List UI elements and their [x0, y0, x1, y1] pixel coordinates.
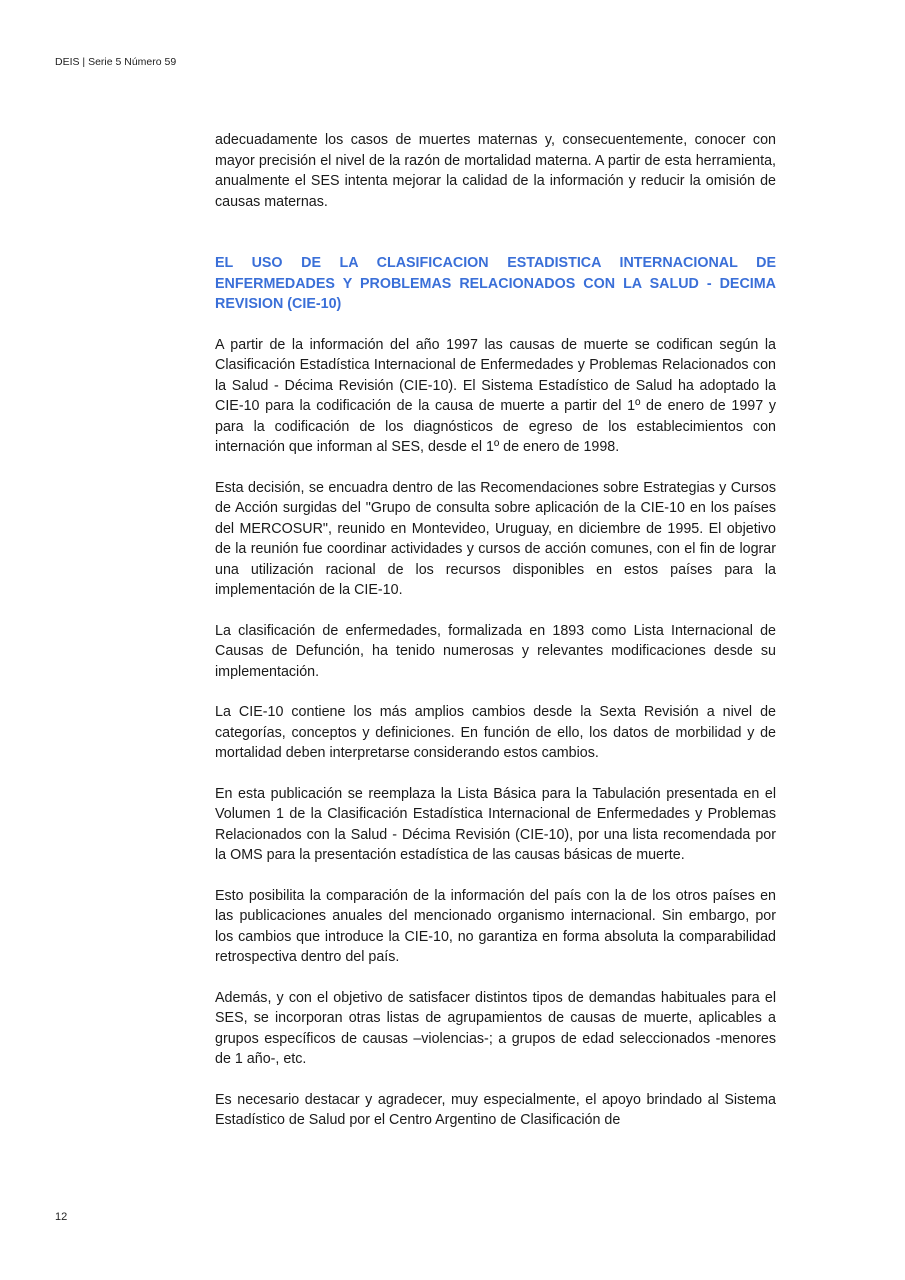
paragraph: La CIE-10 contiene los más amplios cambios desde la Sexta Revisión a nivel de categorías, conceptos y definiciones. En función de ello, los datos de morbilidad y de mortalidad deben interpretarse considerando estos cambios. — [215, 704, 776, 761]
paragraph-last: Es necesario destacar y agradecer, muy especialmente, el apoyo brindado al Sistema Estadístico de Salud por el Centro Argentino de Clasificación de — [215, 1091, 776, 1128]
section-heading: EL USO DE LA CLASIFICACION ESTADISTICA INTERNACIONAL DE ENFERMEDADES Y PROBLEMAS RELACIONADOS CON LA SALUD - DECIMA REVISION (CIE-10) — [215, 255, 776, 312]
paragraph: La clasificación de enfermedades, formalizada en 1893 como Lista Internacional de Causas de Defunción, ha tenido numerosas y relevantes modificaciones desde su implementación. — [215, 622, 776, 680]
paragraph: En esta publicación se reemplaza la Lista Básica para la Tabulación presentada en el Volumen 1 de la Clasificación Estadística Internacional de Enfermedades y Problemas Relacionados con la Salud - Décima Revisión (CIE-10), por una lista recomendada por la OMS para la presentación estadística de las causas básicas de muerte. — [215, 785, 776, 863]
paragraph: A partir de la información del año 1997 las causas de muerte se codifican según la Clasificación Estadística Internacional de Enfermedades y Problemas Relacionados con la Salud - Décima Revisión (CIE-10). El Sistema Estadístico de Salud ha adoptado la CIE-10 para la codificación de la causa de muerte a partir del 1º de enero de 1997 y para la codificación de los diagnósticos de egreso de los establecimientos con internación que informan al SES, desde el 1º de enero de 1998. — [215, 336, 776, 455]
paragraph: Esta decisión, se encuadra dentro de las Recomendaciones sobre Estrategias y Cursos de Acción surgidas del "Grupo de consulta sobre aplicación de la CIE-10 en los países del MERCOSUR", reunido en Montevideo, Uruguay, en diciembre de 1995. El objetivo de la reunión fue coordinar actividades y cursos de acción comunes, con el fin de lograr una utilización racional de los recursos disponibles en estos países para la implementación de la CIE-10. — [215, 479, 776, 598]
running-header: DEIS | Serie 5 Número 59 — [55, 56, 177, 68]
page-body — [215, 130, 776, 1131]
paragraph: Esto posibilita la comparación de la información del país con la de los otros países en las publicaciones anuales del mencionado organismo internacional. Sin embargo, por los cambios que introduce la CIE-10, no garantiza en forma absoluta la comparabilidad retrospectiva dentro del país. — [215, 887, 776, 965]
paragraph-intro: adecuadamente los casos de muertes maternas y, consecuentemente, conocer con mayor precisión el nivel de la razón de mortalidad materna. A partir de esta herramienta, anualmente el SES intenta mejorar la calidad de la información y reducir la omisión de causas maternas. — [215, 132, 776, 210]
page-number: 12 — [55, 1211, 68, 1223]
paragraph: Además, y con el objetivo de satisfacer distintos tipos de demandas habituales para el SES, se incorporan otras listas de agrupamientos de causas de muerte, aplicables a grupos específicos de causas –violencias-; a grupos de edad seleccionados -menores de 1 año-, etc. — [215, 989, 776, 1067]
